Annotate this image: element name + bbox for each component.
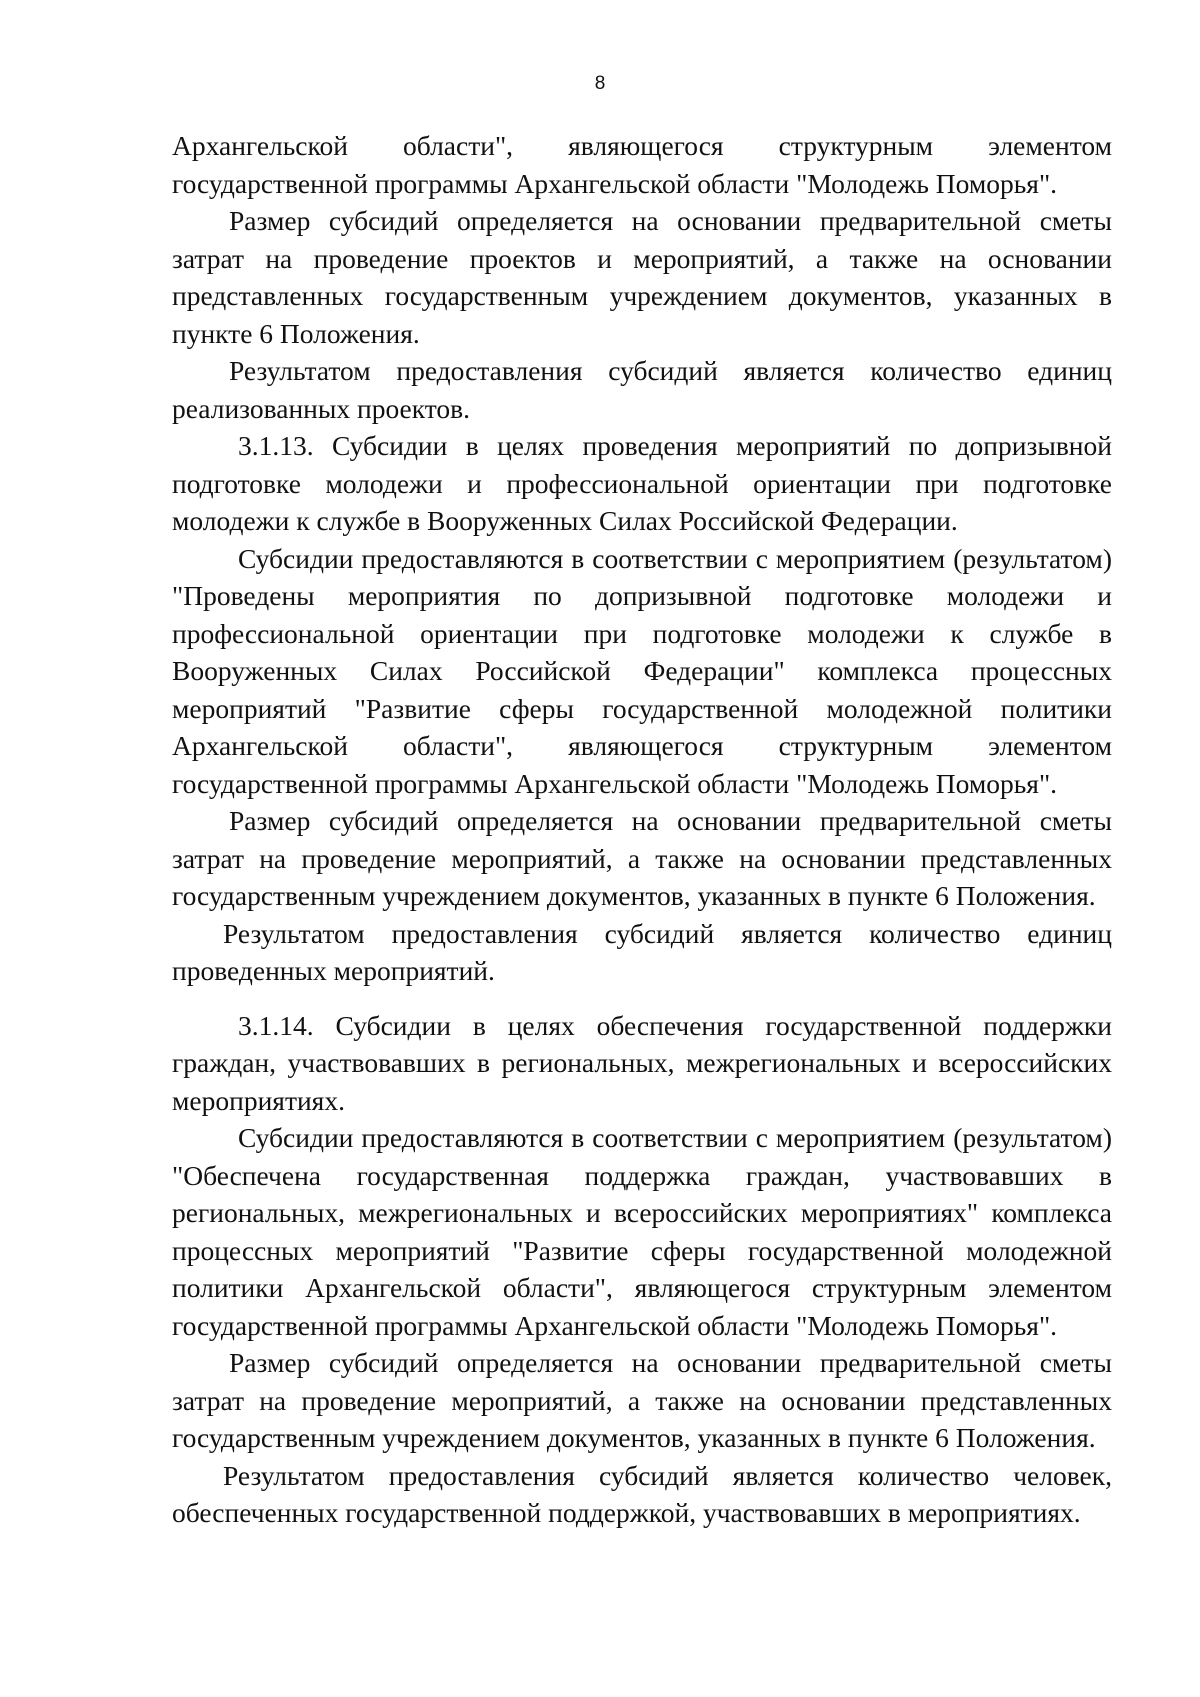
paragraph-result-3-1-13: Результатом предоставления субсидий является количество единиц проведенных мероприятий. (172, 917, 1112, 986)
page-number: 8 (594, 73, 606, 94)
paragraph-subsidy-size-3-1-13: Размер субсидий определяется на основании предварительной сметы затрат на проведение мероприятий, а также на основании представленных государственным учреждением документов, указанных в пункте 6 Положения. (172, 805, 1112, 911)
paragraph-result-projects: Результатом предоставления субсидий является количество единиц реализованных проектов. (172, 355, 1112, 424)
paragraph-subsidy-size-3-1-14: Размер субсидий определяется на основании предварительной сметы затрат на проведение мероприятий, а также на основании представленных государственным учреждением документов, указанных в пункте 6 Положения. (172, 1347, 1112, 1453)
paragraph-result-3-1-14: Результатом предоставления субсидий является количество человек, обеспеченных государственной поддержкой, участвовавших в мероприятиях. (172, 1459, 1112, 1528)
paragraph-continuation: Архангельской области", являющегося структурным элементом государственной программы Архангельской области "Молодежь Поморья". (172, 130, 1112, 199)
paragraph-subsidy-size-projects: Размер субсидий определяется на основании предварительной сметы затрат на проведение проектов и мероприятий, а также на основании представленных государственным учреждением документов, указанных в пункте 6 Положения. (172, 205, 1112, 349)
paragraph-section-3-1-13: 3.1.13. Субсидии в целях проведения мероприятий по допризывной подготовке молодежи и профессиональной ориентации при подготовке молодежи к службе в Вооруженных Силах Российской Федерации. (172, 430, 1112, 536)
paragraph-section-3-1-14: 3.1.14. Субсидии в целях обеспечения государственной поддержки граждан, участвовавших в региональных, межрегиональных и всероссийских мероприятиях. (172, 1009, 1112, 1116)
document-body (172, 127, 1112, 1532)
paragraph-subsidies-provided-3-1-14: Субсидии предоставляются в соответствии с мероприятием (результатом) "Обеспечена государственная поддержка граждан, участвовавших в региональных, межрегиональных и всероссийских мероприятиях" комплекса процессных мероприятий "Развитие сферы государственной молодежной политики Архангельской области", являющегося структурным элементом государственной программы Архангельской области "Молодежь Поморья". (172, 1122, 1112, 1341)
paragraph-subsidies-provided-3-1-13: Субсидии предоставляются в соответствии с мероприятием (результатом) "Проведены мероприятия по допризывной подготовке молодежи и профессиональной ориентации при подготовке молодежи к службе в Вооруженных Силах Российской Федерации" комплекса процессных мероприятий "Развитие сферы государственной молодежной политики Архангельской области", являющегося структурным элементом государственной программы Архангельской области "Молодежь Поморья". (172, 542, 1112, 799)
